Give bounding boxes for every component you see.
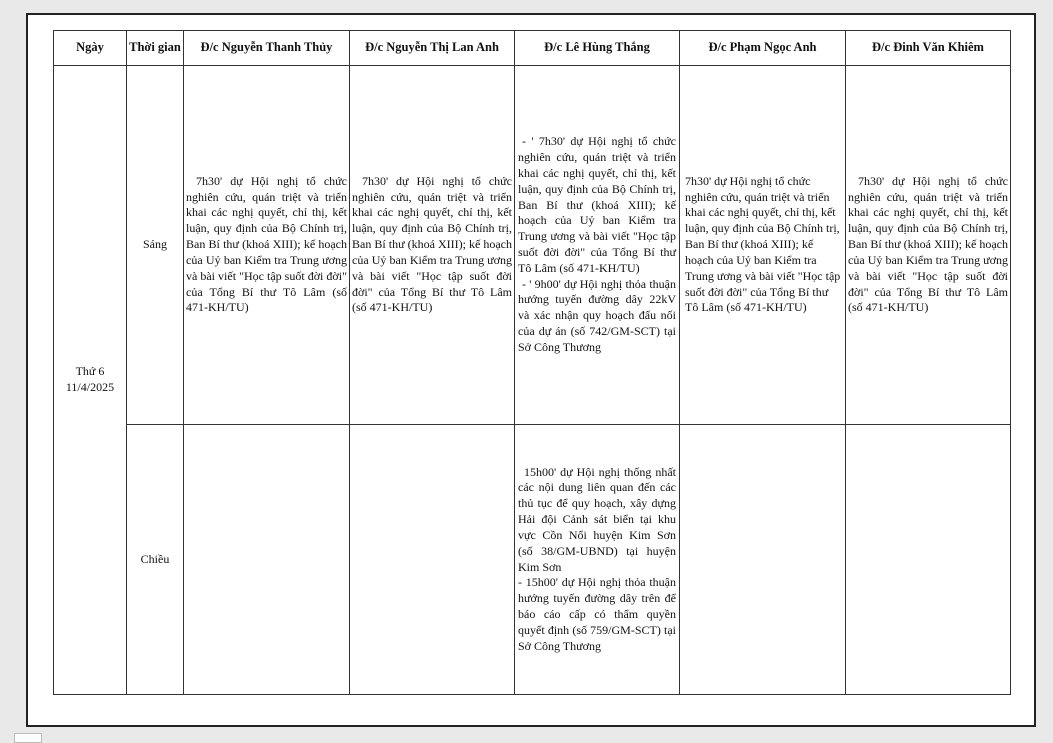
table-row-afternoon — [54, 425, 1011, 695]
session-morning: Sáng — [127, 66, 184, 425]
header-person-1: Đ/c Nguyễn Thanh Thủy — [184, 31, 350, 66]
table-row-morning — [54, 66, 1011, 425]
morning-person-2-text: 7h30' dự Hội nghị tổ chức nghiên cứu, quán triệt và triển khai các nghị quyết, chỉ thị, kết luận, quy định của Bộ Chính trị, Ban Bí thư (khoá XIII); kế hoạch của Uỷ ban Kiểm tra Trung ương và bài viết "Học tập suốt đời đời" của Tổng Bí thư Tô Lâm (số 471-KH/TU) — [352, 173, 512, 315]
morning-person-2 — [350, 66, 515, 425]
day-cell — [54, 66, 127, 695]
morning-person-4 — [680, 66, 846, 425]
header-person-2: Đ/c Nguyễn Thị Lan Anh — [350, 31, 515, 66]
schedule-table — [53, 30, 1011, 695]
morning-person-3-text-a: - ' 7h30' dự Hội nghị tổ chức nghiên cứu, quán triệt và triển khai các nghị quyết, chỉ thị, kết luận, quy định của Bộ Chính trị, Ban Bí thư (khoá XIII); kế hoạch của Uỷ ban Kiểm tra Trung ương và bài viết "Học tập suốt đời đời" của Tổng Bí thư Tô Lâm (số 471-KH/TU) — [518, 134, 676, 275]
morning-person-3-text-b: - ' 9h00' dự Hội nghị thỏa thuận hướng tuyến đường dây 22kV và xác nhận quy hoạch đấu nối của dự án (số 742/GM-SCT) tại Sở Công Thương — [518, 276, 676, 354]
morning-person-3 — [515, 66, 680, 425]
header-person-5: Đ/c Đinh Văn Khiêm — [846, 31, 1011, 66]
afternoon-person-2 — [350, 425, 515, 695]
day-date: 11/4/2025 — [65, 380, 115, 394]
afternoon-person-4 — [680, 425, 846, 695]
afternoon-person-3 — [515, 425, 680, 695]
header-time: Thời gian — [127, 31, 184, 66]
header-row — [54, 31, 1011, 66]
afternoon-person-3-text-a: 15h00' dự Hội nghị thống nhất các nội dung liên quan đến các thủ tục để quy hoạch, xây dựng Hải đội Cảnh sát biển tại khu vực Cồn Nổi huyện Kim Sơn (số 38/GM-UBND) tại huyện Kim Sơn — [518, 464, 676, 574]
scrollbar-corner[interactable] — [14, 733, 42, 743]
afternoon-person-3-text-b: - 15h00' dự Hội nghị thỏa thuận hướng tuyến đường dây trên để báo cáo cấp có thẩm quyền quyết định (số 759/GM-SCT) tại Sở Công Thương — [518, 575, 676, 653]
morning-person-1-text: 7h30' dự Hội nghị tổ chức nghiên cứu, quán triệt và triển khai các nghị quyết, chỉ thị, kết luận, quy định của Bộ Chính trị, Ban Bí thư (khoá XIII); kế hoạch của Uỷ ban Kiểm tra Trung ương và bài viết "Học tập suốt đời đời" của Tổng Bí thư Tô Lâm (số 471-KH/TU) — [186, 173, 347, 315]
header-date: Ngày — [54, 31, 127, 66]
afternoon-person-5 — [846, 425, 1011, 695]
header-person-3: Đ/c Lê Hùng Thắng — [515, 31, 680, 66]
day-weekday: Thứ 6 — [75, 364, 105, 379]
afternoon-person-1 — [184, 425, 350, 695]
morning-person-5 — [846, 66, 1011, 425]
morning-person-1 — [184, 66, 350, 425]
morning-person-4-text: 7h30' dự Hội nghị tổ chức nghiên cứu, quán triệt và triển khai các nghị quyết, chỉ thị, kết luận, quy định của Bộ Chính trị, Ban Bí thư (khoá XIII); kế hoạch của Uỷ ban Kiểm tra Trung ương và bài viết "Học tập suốt đời đời" của Tổng Bí thư Tô Lâm (số 471-KH/TU) — [685, 173, 841, 315]
session-afternoon: Chiều — [127, 425, 184, 695]
header-person-4: Đ/c Phạm Ngọc Anh — [680, 31, 846, 66]
morning-person-5-text: 7h30' dự Hội nghị tổ chức nghiên cứu, quán triệt và triển khai các nghị quyết, chỉ thị, kết luận, quy định của Bộ Chính trị, Ban Bí thư (khoá XIII); kế hoạch của Uỷ ban Kiểm tra Trung ương và bài viết "Học tập suốt đời đời" của Tổng Bí thư Tô Lâm (số 471-KH/TU) — [848, 173, 1008, 315]
